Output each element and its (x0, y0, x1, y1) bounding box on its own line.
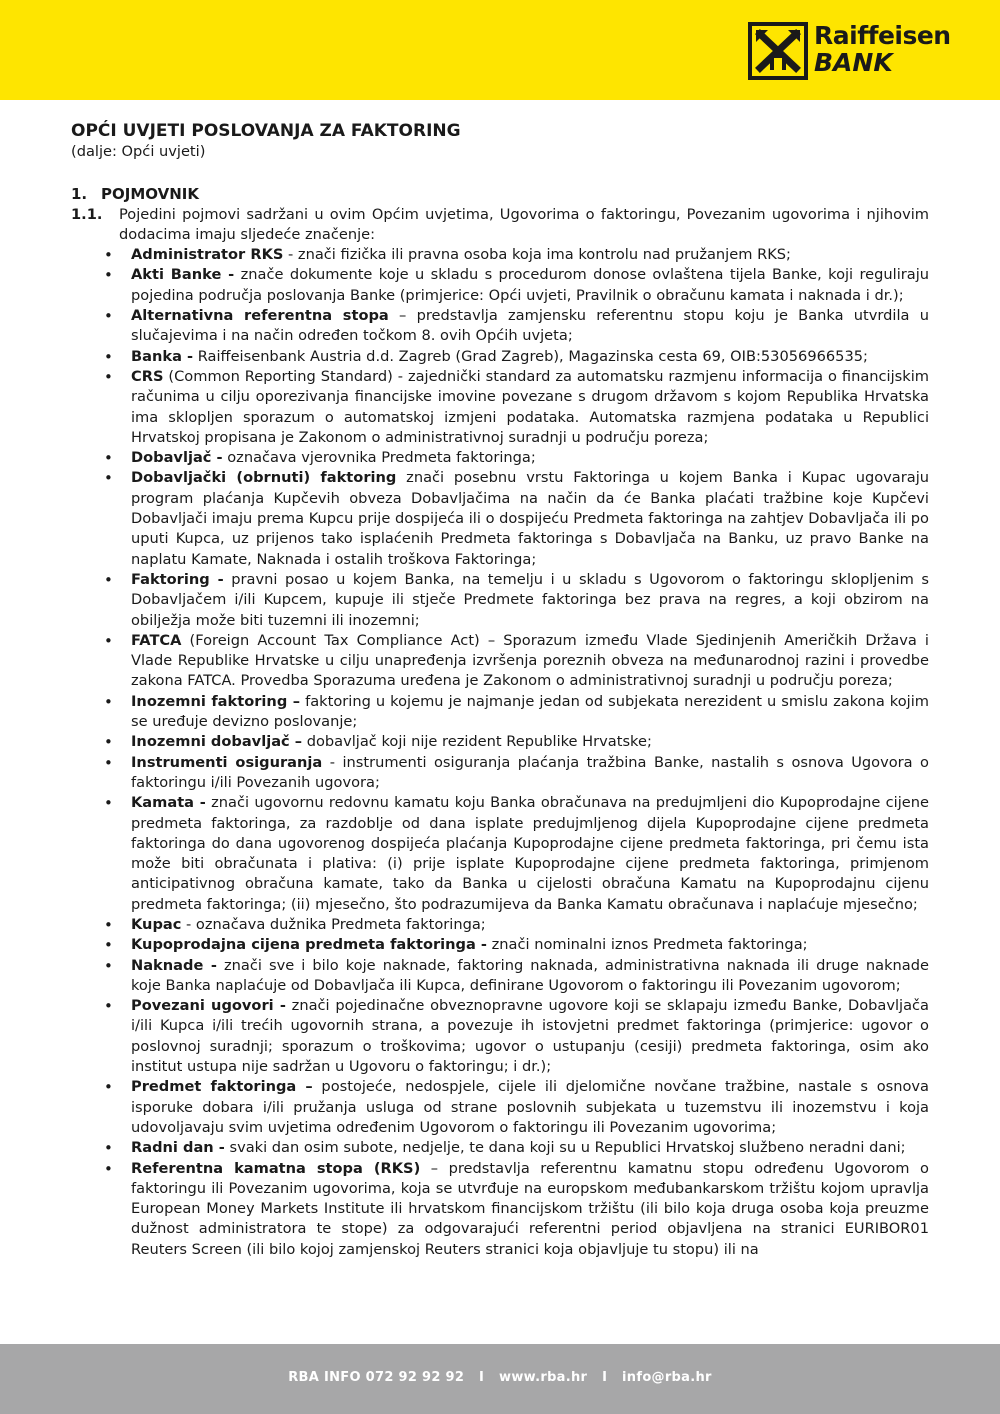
section-title: POJMOVNIK (101, 185, 199, 204)
definition-term: Instrumenti osiguranja (131, 753, 323, 771)
section-heading (71, 184, 929, 204)
definition-item (71, 935, 929, 955)
definition-text: - znači fizička ili pravna osoba koja ima kontrolu nad pružanjem RKS; (283, 246, 791, 264)
definition-text: (Foreign Account Tax Compliance Act) – Sporazum između Vlade Sjedinjenih Američkih Država i Vlade Republike Hrvatske u cilju unapređenja izvršenja poreznih obveza na međunarodnoj razini i provedbe zakona FATCA. Provedba Sporazuma uređena je Zakonom o administrativnoj suradnji u području poreza; (131, 631, 929, 690)
definition-item (71, 448, 929, 468)
definition-text: Raiffeisenbank Austria d.d. Zagreb (Grad Zagreb), Magazinska cesta 69, OIB:53056966535; (193, 347, 868, 365)
brand-name: Raiffeisen (814, 21, 951, 50)
definition-item (71, 347, 929, 367)
definition-text: – predstavlja referentnu kamatnu stopu određenu Ugovorom o faktoringu ili Povezanim ugovorima, koja se utvrđuje na europskom međubankarskom tržištu kojom upravlja European Money Markets Institute ili hrvatskom financijskom tržištu (ili bilo koja druga osoba koja preuzme dužnost administratora te stope) za odgovarajući referentni period objavljena na stranici EURIBOR01 Reuters Screen (ili bilo kojoj zamjenskoj Reuters stranici koja objavljuje tu stopu) ili na (131, 1159, 929, 1258)
definition-term: Akti Banke - (131, 266, 235, 284)
definition-item (71, 306, 929, 347)
definition-item (71, 265, 929, 306)
definitions-list (71, 245, 929, 1260)
footer-bar (0, 1344, 1000, 1414)
footer-separator: I (479, 1370, 485, 1385)
definition-term: Faktoring - (131, 570, 224, 588)
definition-text: znače dokumente koje u skladu s procedurom donose ovlaštena tijela Banke, koji reguliraju pojedina područja poslovanja Banke (primjerice: Opći uvjeti, Pravilnik o obračunu kamata i naknada i dr.); (131, 266, 929, 304)
definition-text: pravni posao u kojem Banka, na temelju i u skladu s Ugovorom o faktoringu sklopljenim s Dobavljačem i/ili Kupcem, kupuje ili stječe Predmete faktoringa bez prava na regres, a koji obzirom na obilježja može biti tuzemni ili inozemni; (131, 570, 929, 629)
definition-text: znači nominalni iznos Predmeta faktoringa; (487, 936, 808, 954)
definition-item (71, 1159, 929, 1260)
footer-info-phone[interactable]: RBA INFO 072 92 92 92 (288, 1370, 465, 1385)
definition-term: Povezani ugovori - (131, 997, 286, 1015)
definition-term: Referentna kamatna stopa (RKS) (131, 1159, 421, 1177)
definition-term: Inozemni faktoring – (131, 692, 301, 710)
brand-subname: BANK (814, 48, 893, 77)
document-title: OPĆI UVJETI POSLOVANJA ZA FAKTORING (71, 121, 461, 141)
definition-item (71, 732, 929, 752)
definition-term: FATCA (131, 631, 182, 649)
document-body (71, 120, 929, 1260)
definition-term: Kupoprodajna cijena predmeta faktoringa - (131, 936, 487, 954)
definition-item (71, 468, 929, 569)
definition-item (71, 367, 929, 448)
definition-text: znači sve i bilo koje naknade, faktoring naknada, administrativna naknada ili druge naknade koje Banka naplaćuje od Dobavljača ili Kupca, definirane Ugovorom o faktoringu ili Povezanim ugovorom; (131, 956, 929, 994)
definition-item (71, 245, 929, 265)
definition-term: CRS (131, 367, 164, 385)
definition-term: Naknade - (131, 956, 217, 974)
definition-item (71, 996, 929, 1077)
definition-item (71, 793, 929, 915)
brand-wordmark (814, 22, 951, 76)
definition-text: dobavljač koji nije rezident Republike Hrvatske; (302, 733, 652, 751)
definition-text: svaki dan osim subote, nedjelje, te dana koji su u Republici Hrvatskoj službeno neradni dani; (224, 1139, 906, 1157)
definition-term: Dobavljački (obrnuti) faktoring (131, 469, 397, 487)
definition-item (71, 915, 929, 935)
footer-website-link[interactable]: www.rba.hr (499, 1370, 588, 1385)
definition-text: znači pojedinačne obveznopravne ugovore koji se sklapaju između Banke, Dobavljača i/ili Kupca i/ili trećih ugovornih strana, a povezuje ih istovjetni predmet faktoringa (primjerice: ugovor o poslovnoj suradnji; sporazum o troškovima; ugovor o ustupanju (cesiji) predmeta faktoringa, osim ako institut ustupa nije sadržan u Ugovoru o faktoringu; i dr.); (131, 997, 929, 1076)
definition-item (71, 1077, 929, 1138)
footer-separator: I (602, 1370, 608, 1385)
definition-term: Alternativna referentna stopa (131, 307, 389, 325)
header-bar (0, 0, 1000, 100)
definition-item (71, 753, 929, 794)
definition-item (71, 956, 929, 997)
footer-contact (0, 1370, 1000, 1385)
definition-text: faktoring u kojemu je najmanje jedan od subjekata nerezident u smislu zakona kojim se uređuje devizno poslovanje; (131, 692, 929, 731)
definition-item (71, 1138, 929, 1158)
definition-term: Kamata - (131, 794, 206, 812)
definition-item (71, 570, 929, 631)
raiffeisen-gable-cross-icon (748, 22, 808, 80)
definition-text: znači ugovornu redovnu kamatu koju Banka obračunava na predujmljeni dio Kupoprodajne cijene predmeta faktoringa, za razdoblje od dana isplate predujmljenog dijela Kupoprodajne cijene predmeta faktoringa do dana ugovorenog dospijeća plaćanja Kupoprodajne cijene predmeta faktoringa, pri čemu ista može biti obračunata i plativa: (i) prije isplate Kupoprodajne cijene predmeta faktoringa, primjenom anticipativnog obračuna kamate, tako da Banka u cijelosti obračuna Kamatu na Kupoprodajnu cijenu predmeta faktoringa; (ii) mjesečno, što podrazumijeva da Banka Kamatu obračunava i naplaćuje mjesečno; (131, 794, 929, 913)
definition-text: – predstavlja zamjensku referentnu stopu koju je Banka utvrdila u slučajevima i na način određen točkom 8. ovih Općih uvjeta; (131, 307, 929, 345)
definition-text: - označava dužnika Predmeta faktoringa; (181, 915, 486, 933)
definition-item (71, 631, 929, 692)
document-subtitle: (dalje: Opći uvjeti) (71, 143, 206, 160)
definition-term: Dobavljač - (131, 449, 223, 467)
definition-term: Inozemni dobavljač – (131, 733, 303, 751)
paragraph-text: Pojedini pojmovi sadržani u ovim Općim uvjetima, Ugovorima o faktoringu, Povezanim ugovorima i njihovim dodacima imaju sljedeće značenje: (119, 205, 929, 243)
paragraph-number: 1.1. (71, 205, 103, 223)
definition-text: postojeće, nedospjele, cijele ili djelomične novčane tražbine, nastale s osnova isporuke dobara i/ili pružanja usluga od strane poslovnih subjekata u tuzemstvu ili inozemstvu i koja udovoljavaju svim uvjetima određenim Ugovorom o faktoringu ili Povezanim ugovorima; (131, 1078, 929, 1136)
definition-text: (Common Reporting Standard) - zajednički standard za automatsku razmjenu informacija o financijskim računima u cilju oporezivanja financijske imovine povezane s drugom državom s kojom Republika Hrvatska ima sklopljen sporazum o automatskoj izmjeni podataka. Automatska razmjena podataka u Republici Hrvatskoj propisana je Zakonom o administrativnoj suradnji u području poreza; (131, 367, 929, 446)
section-number: 1. (71, 185, 88, 204)
raiffeisen-bank-logo[interactable] (748, 22, 968, 82)
paragraph-1-1 (71, 205, 929, 246)
definition-term: Banka - (131, 347, 194, 365)
definition-term: Kupac (131, 915, 182, 933)
definition-term: Predmet faktoringa – (131, 1078, 313, 1096)
definition-term: Administrator RKS (131, 246, 284, 264)
definition-item (71, 692, 929, 733)
definition-term: Radni dan - (131, 1139, 225, 1157)
definition-text: označava vjerovnika Predmeta faktoringa; (222, 449, 536, 467)
footer-email-link[interactable]: info@rba.hr (622, 1370, 712, 1385)
definition-text: znači posebnu vrstu Faktoringa u kojem Banka i Kupac ugovaraju program plaćanja Kupčevih obveza Dobavljačima na način da će Banka plaćati tražbine koje Kupčevi Dobavljači imaju prema Kupcu prije dospijeća ili o dospijeću Predmeta faktoringa na zahtjev Dobavljača ili po uputi Kupca, uz prijenos tako isplaćenih Predmeta faktoringa s Dobavljača na Banku, uz pravo Banke na naplatu Kamate, Naknada i ostalih troškova Faktoringa; (131, 469, 929, 568)
definition-text: - instrumenti osiguranja plaćanja tražbina Banke, nastalih s osnova Ugovora o faktoringu i/ili Povezanih ugovora; (131, 753, 929, 791)
